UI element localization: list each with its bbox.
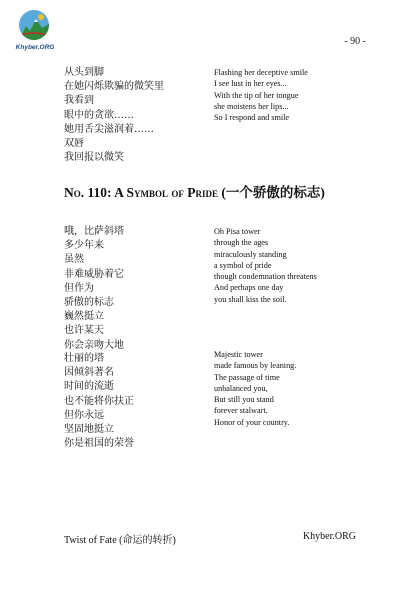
poem-line: a symbol of pride <box>214 260 272 270</box>
logo-caption: Khyber.ORG <box>15 44 55 51</box>
poem-line: 我回报以微笑 <box>64 152 124 164</box>
poem-line: 也不能将你扶正 <box>64 395 134 407</box>
poem-line: 多少年来 <box>64 240 104 252</box>
poem-line: Honor of your country. <box>214 417 290 427</box>
stanza2-chinese <box>64 352 134 451</box>
poem-line: 在她闪烁欺骗的微笑里 <box>64 81 164 93</box>
poem-line: 哦，比萨斜塔 <box>64 226 124 237</box>
poem-line: 她用舌尖滋润着…… <box>64 123 154 135</box>
poem-line: miraculously standing <box>214 249 287 259</box>
poem-line: 巍然挺立 <box>64 311 104 323</box>
poem-line: 眼中的贪欲…… <box>64 109 134 121</box>
khyber-logo <box>14 10 56 54</box>
poem-line: 虽然 <box>64 254 84 266</box>
poem-line: 你会亲吻大地 <box>64 339 124 351</box>
stanza1-english <box>214 226 317 305</box>
poem-line: 非难威胁着它 <box>64 268 124 280</box>
poem-line: 因倾斜著名 <box>64 367 114 379</box>
poem-line: I see lust in her eyes... <box>214 79 287 89</box>
poem-title-chinese: (一个骄傲的标志) <box>221 185 325 200</box>
poem-title-english: A Symbol of Pride <box>114 185 219 200</box>
poem-line: So I respond and smile <box>214 113 290 123</box>
prev-poem-english <box>214 67 308 123</box>
poem-line: forever stalwart. <box>214 406 268 416</box>
poem-line: 但作为 <box>64 282 94 294</box>
poem-line: 壮丽的塔 <box>64 353 104 364</box>
footer-site: Khyber.ORG <box>302 531 356 542</box>
poem-line: The passage of time <box>214 372 280 382</box>
poem-line: 也许某天 <box>64 325 104 337</box>
poem-line: made famous by leaning. <box>214 361 297 371</box>
stanza2-english <box>214 349 296 428</box>
poem-line: 你是祖国的荣誉 <box>64 438 134 450</box>
stanza1-chinese <box>64 225 124 353</box>
poem-line: 坚固地挺立 <box>64 424 114 436</box>
poem-line: unbalanced you, <box>214 383 268 393</box>
poem-title-number: No. 110: <box>64 185 115 200</box>
poem-line: 骄傲的标志 <box>64 297 114 309</box>
poem-line: 时间的流逝 <box>64 381 114 393</box>
poem-line: And perhaps one day <box>214 283 284 293</box>
prev-poem-chinese <box>64 66 164 165</box>
poem-line: 从头到脚 <box>64 67 104 78</box>
poem-line: though condemnation threatens <box>214 272 317 282</box>
poem-title <box>64 181 325 201</box>
poem-line: 双唇 <box>64 138 84 150</box>
poem-line: Flashing her deceptive smile <box>214 68 308 77</box>
poem-line: But still you stand <box>214 395 274 405</box>
poem-line: through the ages <box>214 238 269 248</box>
poem-line: Majestic tower <box>214 350 263 359</box>
poem-line: you shall kiss the soil. <box>214 294 287 304</box>
page-number: - 90 - <box>344 36 366 47</box>
footer-book-title: Twist of Fate (命运的转折) <box>64 535 176 546</box>
poem-line: With the tip of her tongue <box>214 90 299 100</box>
poem-line: Oh Pisa tower <box>214 227 261 236</box>
poem-line: 但你永远 <box>64 409 104 421</box>
mountain-logo-icon <box>19 10 49 40</box>
poem-line: she moistens her lips... <box>214 101 289 111</box>
poem-line: 我看到 <box>64 95 94 107</box>
